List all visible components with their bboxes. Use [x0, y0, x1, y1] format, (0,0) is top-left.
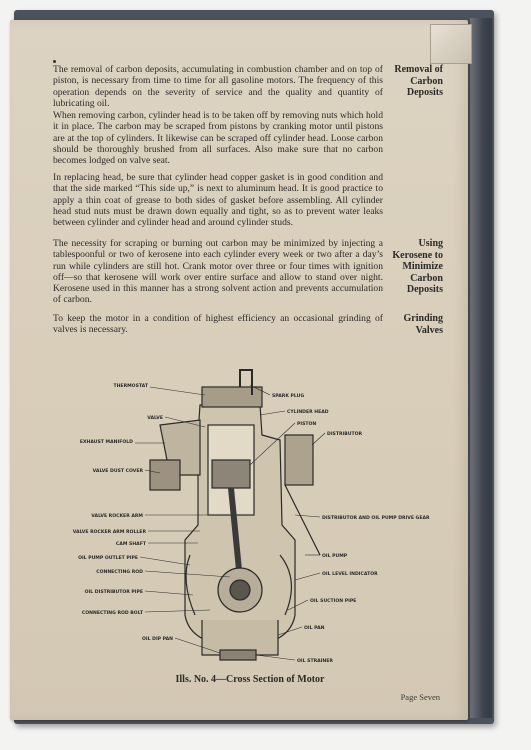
label-connecting-rod: CONNECTING ROD — [96, 570, 143, 575]
label-oil-pan: OIL PAN — [304, 626, 325, 631]
label-oil-dip-pan: OIL DIP PAN — [142, 637, 173, 642]
label-valve: VALVE — [147, 416, 163, 421]
label-piston: PISTON — [297, 422, 317, 427]
paragraph-removing-head: When removing carbon, cylinder head is to be taken off by removing nuts which hold it in place. The carbon may be scraped from pistons by cranking motor until pistons are at the top of cylinders. It likewise can be scraped off cylinder head. Loose carbon should be thoroughly brushed from all surfaces. Also make sure that no carbon becomes lodged on valve seat. — [53, 110, 383, 167]
label-distributor: DISTRIBUTOR — [327, 432, 363, 437]
label-cylinder-head: CYLINDER HEAD — [287, 410, 329, 415]
motor-cross-section-diagram — [72, 365, 430, 675]
label-oil-suction-pipe: OIL SUCTION PIPE — [310, 599, 357, 604]
side-heading-using-kerosene: Using Kerosene to Minimize Carbon Deposits — [392, 238, 443, 295]
label-valve-rocker-arm: VALVE ROCKER ARM — [91, 514, 143, 519]
book-spine-edge — [470, 18, 492, 718]
paragraph-kerosene: The necessity for scraping or burning out carbon may be minimized by injecting a tablespoonful or two of kerosene into each cylinder every week or two after a day’s run while cylinders are still hot. Crank motor over three or four times with ignition off—so that kerosene will work over entire surface and allow to stand over night. Kerosene used in this manner has a strong solvent action and prevents accumulation of carbon. — [53, 238, 383, 306]
label-valve-dust-cover: VALVE DUST COVER — [92, 469, 143, 474]
label-spark-plug: SPARK PLUG — [272, 394, 305, 399]
label-oil-strainer: OIL STRAINER — [297, 659, 333, 664]
label-oil-pump-outlet-pipe: OIL PUMP OUTLET PIPE — [78, 556, 138, 561]
label-oil-pump: OIL PUMP — [322, 554, 348, 559]
label-valve-rocker-arm-roller: VALVE ROCKER ARM ROLLER — [72, 530, 146, 535]
page-corner-mount — [430, 24, 472, 64]
label-oil-distributor-pipe: OIL DISTRIBUTOR PIPE — [84, 590, 143, 595]
manual-page — [10, 20, 468, 720]
paragraph-grinding-valves: To keep the motor in a condition of highest efficiency an occasional grinding of valves is necessary. — [53, 313, 383, 336]
paragraph-carbon-removal: The removal of carbon deposits, accumulating in combustion chamber and on top of piston, is necessary from time to time for all gasoline motors. The frequency of this operation depends on the severity of service and the quality and quantity of lubricating oil. — [53, 64, 383, 109]
label-cam-shaft: CAM SHAFT — [115, 542, 146, 547]
label-exhaust-manifold: EXHAUST MANIFOLD — [79, 440, 133, 445]
label-distributor-drive-gear: DISTRIBUTOR AND OIL PUMP DRIVE GEAR — [322, 516, 430, 521]
label-connecting-rod-bolt: CONNECTING ROD BOLT — [81, 611, 143, 616]
side-heading-removal-of-carbon: Removal of Carbon Deposits — [394, 64, 443, 98]
paragraph-replacing-head: In replacing head, be sure that cylinder head copper gasket is in good condition and that the side marked “This side up,” is next to aluminum head. It is good practice to apply a thin coat of grease to both sides of gasket before assembling. All cylinder head stud nuts must be drawn down equally and tight, so as to prevent water leaks between cylinder and cylinder head and around cylinder studs. — [53, 172, 383, 229]
side-heading-grinding-valves: Grinding Valves — [403, 313, 443, 336]
label-thermostat: THERMOSTAT — [113, 384, 148, 389]
figure-caption: Ills. No. 4—Cross Section of Motor — [175, 674, 325, 685]
label-oil-level-indicator: OIL LEVEL INDICATOR — [322, 572, 378, 577]
page-number: Page Seven — [400, 692, 440, 702]
page-bullet-mark — [53, 60, 56, 63]
